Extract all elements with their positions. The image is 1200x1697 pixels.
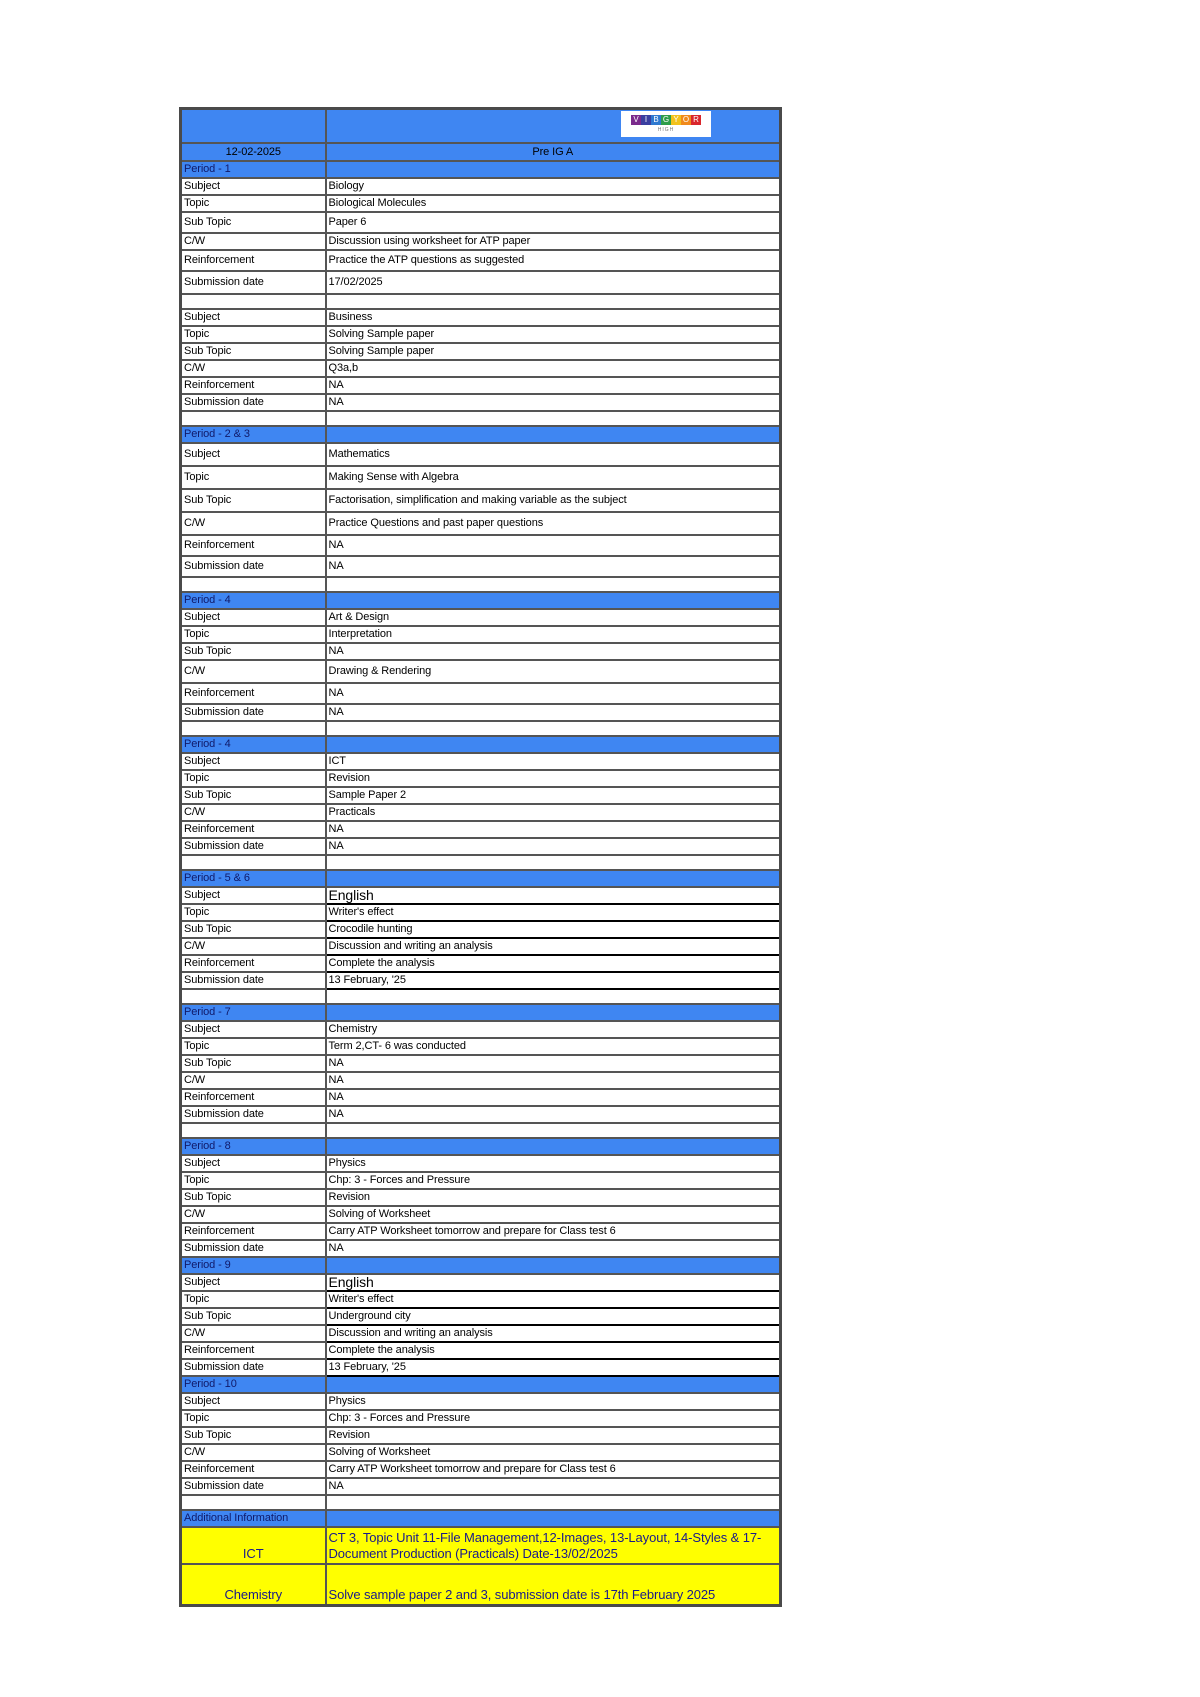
period-header-fill	[326, 1376, 781, 1393]
period-header-row	[181, 870, 781, 887]
row-label: Topic	[181, 195, 326, 212]
row-value-subject: Chemistry	[326, 1021, 781, 1038]
row-label: Sub Topic	[181, 212, 326, 233]
schedule-row-submission	[181, 704, 781, 721]
row-label: Reinforcement	[181, 1223, 326, 1240]
row-label: Topic	[181, 904, 326, 921]
period-header-fill	[326, 592, 781, 609]
blank-row	[181, 1123, 781, 1138]
schedule-row-topic	[181, 1291, 781, 1308]
schedule-row-sub-topic	[181, 212, 781, 233]
row-value-submission: 13 February, '25	[326, 1359, 781, 1376]
row-value-submission: NA	[326, 556, 781, 577]
row-label: Submission date	[181, 556, 326, 577]
row-value-submission: NA	[326, 704, 781, 721]
row-label: C/W	[181, 360, 326, 377]
additional-info-fill	[326, 1510, 781, 1527]
schedule-row-cw	[181, 660, 781, 683]
row-value-reinforcement: Complete the analysis	[326, 955, 781, 972]
row-label: Subject	[181, 609, 326, 626]
additional-info-row	[181, 1527, 781, 1564]
row-label: C/W	[181, 804, 326, 821]
blank-cell	[181, 577, 326, 592]
row-label: Topic	[181, 1038, 326, 1055]
row-value-sub-topic: Crocodile hunting	[326, 921, 781, 938]
schedule-row-reinforcement	[181, 1461, 781, 1478]
blank-row	[181, 411, 781, 426]
additional-info-subject: ICT	[181, 1527, 326, 1564]
period-header-fill	[326, 426, 781, 443]
row-label: Subject	[181, 753, 326, 770]
row-label: Sub Topic	[181, 1189, 326, 1206]
period-header-row	[181, 1004, 781, 1021]
schedule-row-sub-topic	[181, 1427, 781, 1444]
row-value-cw: Practice Questions and past paper questions	[326, 512, 781, 535]
row-value-topic: Chp: 3 - Forces and Pressure	[326, 1410, 781, 1427]
row-label: Reinforcement	[181, 377, 326, 394]
blank-cell	[326, 989, 781, 1004]
blank-cell	[326, 855, 781, 870]
schedule-row-topic	[181, 466, 781, 489]
schedule-row-cw	[181, 938, 781, 955]
row-label: Sub Topic	[181, 1427, 326, 1444]
blank-row	[181, 1495, 781, 1510]
row-value-cw: Solving of Worksheet	[326, 1444, 781, 1461]
schedule-row-subject	[181, 1274, 781, 1291]
row-label: Sub Topic	[181, 489, 326, 512]
blank-row	[181, 855, 781, 870]
row-value-sub-topic: NA	[326, 1055, 781, 1072]
row-label: C/W	[181, 1206, 326, 1223]
row-value-reinforcement: Carry ATP Worksheet tomorrow and prepare for Class test 6	[326, 1461, 781, 1478]
row-label: Submission date	[181, 1359, 326, 1376]
period-title: Period - 7	[181, 1004, 326, 1021]
row-value-subject: Mathematics	[326, 443, 781, 466]
row-value-topic: Biological Molecules	[326, 195, 781, 212]
row-value-subject: English	[326, 1274, 781, 1291]
row-label: Reinforcement	[181, 683, 326, 704]
schedule-row-reinforcement	[181, 1342, 781, 1359]
row-value-cw: Drawing & Rendering	[326, 660, 781, 683]
row-value-topic: Solving Sample paper	[326, 326, 781, 343]
period-title: Period - 4	[181, 592, 326, 609]
row-label: Reinforcement	[181, 1461, 326, 1478]
schedule-row-subject	[181, 178, 781, 195]
row-label: C/W	[181, 1072, 326, 1089]
row-label: Subject	[181, 1393, 326, 1410]
row-value-reinforcement: NA	[326, 1089, 781, 1106]
schedule-row-submission	[181, 1240, 781, 1257]
schedule-row-cw	[181, 1072, 781, 1089]
row-value-reinforcement: Carry ATP Worksheet tomorrow and prepare for Class test 6	[326, 1223, 781, 1240]
schedule-row-subject	[181, 443, 781, 466]
schedule-row-sub-topic	[181, 787, 781, 804]
row-value-sub-topic: Factorisation, simplification and making variable as the subject	[326, 489, 781, 512]
school-logo	[621, 111, 711, 137]
row-label: Subject	[181, 443, 326, 466]
row-label: Topic	[181, 326, 326, 343]
date-cell: 12-02-2025	[181, 143, 326, 161]
row-label: Submission date	[181, 271, 326, 294]
additional-info-text: Solve sample paper 2 and 3, submission date is 17th February 2025	[326, 1564, 781, 1606]
schedule-row-submission	[181, 838, 781, 855]
row-value-subject: Physics	[326, 1155, 781, 1172]
row-value-topic: Writer's effect	[326, 904, 781, 921]
row-label: Subject	[181, 887, 326, 904]
row-value-topic: Writer's effect	[326, 1291, 781, 1308]
row-label: Topic	[181, 1172, 326, 1189]
blank-row	[181, 294, 781, 309]
row-label: Submission date	[181, 394, 326, 411]
row-value-cw: Discussion using worksheet for ATP paper	[326, 233, 781, 250]
row-label: Sub Topic	[181, 1308, 326, 1325]
row-value-sub-topic: Underground city	[326, 1308, 781, 1325]
row-value-submission: NA	[326, 1240, 781, 1257]
blank-cell	[181, 294, 326, 309]
blank-cell	[326, 294, 781, 309]
period-header-fill	[326, 1138, 781, 1155]
schedule-row-reinforcement	[181, 821, 781, 838]
row-label: Topic	[181, 1410, 326, 1427]
row-label: Topic	[181, 626, 326, 643]
row-label: Sub Topic	[181, 787, 326, 804]
schedule-row-reinforcement	[181, 250, 781, 271]
period-header-fill	[326, 736, 781, 753]
blank-row	[181, 721, 781, 736]
row-label: Submission date	[181, 704, 326, 721]
blank-cell	[326, 577, 781, 592]
row-value-subject: Biology	[326, 178, 781, 195]
row-value-sub-topic: Paper 6	[326, 212, 781, 233]
period-header-fill	[326, 1257, 781, 1274]
schedule-row-reinforcement	[181, 683, 781, 704]
row-label: Subject	[181, 1021, 326, 1038]
schedule-row-sub-topic	[181, 1189, 781, 1206]
row-label: Topic	[181, 1291, 326, 1308]
additional-info-subject: Chemistry	[181, 1564, 326, 1606]
row-value-subject: English	[326, 887, 781, 904]
period-title: Period - 5 & 6	[181, 870, 326, 887]
logo-letter: G	[662, 115, 670, 124]
logo-cell-right	[326, 109, 781, 144]
period-header-row	[181, 592, 781, 609]
period-title: Period - 8	[181, 1138, 326, 1155]
schedule-row-submission	[181, 1106, 781, 1123]
logo-letter: B	[651, 115, 661, 125]
row-value-subject: Physics	[326, 1393, 781, 1410]
blank-cell	[181, 855, 326, 870]
additional-info-row	[181, 1564, 781, 1606]
schedule-row-reinforcement	[181, 377, 781, 394]
row-label: Reinforcement	[181, 821, 326, 838]
schedule-row-topic	[181, 1410, 781, 1427]
row-value-sub-topic: Sample Paper 2	[326, 787, 781, 804]
period-title: Period - 1	[181, 161, 326, 178]
schedule-row-submission	[181, 1359, 781, 1376]
additional-info-header-row	[181, 1510, 781, 1527]
row-label: Submission date	[181, 1478, 326, 1495]
row-value-subject: Business	[326, 309, 781, 326]
row-value-cw: Discussion and writing an analysis	[326, 938, 781, 955]
row-label: Subject	[181, 309, 326, 326]
row-value-sub-topic: Revision	[326, 1427, 781, 1444]
schedule-row-reinforcement	[181, 1089, 781, 1106]
logo-color-bar	[631, 115, 701, 125]
row-value-topic: Chp: 3 - Forces and Pressure	[326, 1172, 781, 1189]
row-value-submission: NA	[326, 1106, 781, 1123]
schedule-row-subject	[181, 887, 781, 904]
timetable-sheet	[179, 107, 779, 1607]
logo-letter: O	[682, 115, 690, 124]
period-title: Period - 4	[181, 736, 326, 753]
blank-cell	[326, 1123, 781, 1138]
schedule-row-cw	[181, 1325, 781, 1342]
schedule-row-sub-topic	[181, 643, 781, 660]
schedule-row-reinforcement	[181, 955, 781, 972]
schedule-row-cw	[181, 512, 781, 535]
row-value-cw: Q3a,b	[326, 360, 781, 377]
period-header-row	[181, 1376, 781, 1393]
period-title: Period - 2 & 3	[181, 426, 326, 443]
row-value-sub-topic: Solving Sample paper	[326, 343, 781, 360]
row-value-topic: Revision	[326, 770, 781, 787]
row-value-submission: NA	[326, 394, 781, 411]
row-value-topic: Term 2,CT- 6 was conducted	[326, 1038, 781, 1055]
row-label: Subject	[181, 1155, 326, 1172]
row-label: C/W	[181, 938, 326, 955]
logo-subtitle: HIGH	[657, 127, 675, 133]
schedule-row-cw	[181, 233, 781, 250]
period-header-row	[181, 1257, 781, 1274]
blank-cell	[326, 1495, 781, 1510]
schedule-row-subject	[181, 609, 781, 626]
period-title: Period - 10	[181, 1376, 326, 1393]
additional-info-title: Additional Information	[181, 1510, 326, 1527]
row-label: Reinforcement	[181, 535, 326, 556]
row-value-subject: ICT	[326, 753, 781, 770]
logo-letter: R	[691, 115, 701, 125]
schedule-row-subject	[181, 753, 781, 770]
schedule-row-sub-topic	[181, 343, 781, 360]
row-label: Sub Topic	[181, 643, 326, 660]
schedule-row-subject	[181, 1393, 781, 1410]
blank-row	[181, 577, 781, 592]
row-label: Reinforcement	[181, 250, 326, 271]
schedule-row-sub-topic	[181, 1055, 781, 1072]
schedule-row-subject	[181, 1155, 781, 1172]
row-value-submission: 17/02/2025	[326, 271, 781, 294]
row-label: Submission date	[181, 1240, 326, 1257]
row-value-sub-topic: NA	[326, 643, 781, 660]
row-label: C/W	[181, 1444, 326, 1461]
row-label: Subject	[181, 178, 326, 195]
schedule-row-topic	[181, 195, 781, 212]
blank-cell	[181, 1495, 326, 1510]
row-label: C/W	[181, 660, 326, 683]
blank-cell	[326, 721, 781, 736]
logo-letter: I	[641, 115, 651, 125]
blank-row	[181, 989, 781, 1004]
row-value-sub-topic: Revision	[326, 1189, 781, 1206]
additional-info-text: CT 3, Topic Unit 11-File Management,12-Images, 13-Layout, 14-Styles & 17-Document Production (Practicals) Date-13/02/2025	[326, 1527, 781, 1564]
row-value-reinforcement: Complete the analysis	[326, 1342, 781, 1359]
row-label: Reinforcement	[181, 1089, 326, 1106]
period-title: Period - 9	[181, 1257, 326, 1274]
logo-letter: V	[631, 115, 641, 125]
period-header-row	[181, 161, 781, 178]
blank-cell	[326, 411, 781, 426]
schedule-row-topic	[181, 1172, 781, 1189]
row-label: Sub Topic	[181, 1055, 326, 1072]
schedule-row-topic	[181, 326, 781, 343]
row-label: Topic	[181, 770, 326, 787]
row-label: Subject	[181, 1274, 326, 1291]
row-value-cw: Discussion and writing an analysis	[326, 1325, 781, 1342]
row-label: Submission date	[181, 838, 326, 855]
schedule-row-topic	[181, 770, 781, 787]
row-label: C/W	[181, 512, 326, 535]
row-value-topic: Interpretation	[326, 626, 781, 643]
schedule-row-submission	[181, 271, 781, 294]
schedule-row-sub-topic	[181, 489, 781, 512]
row-label: Sub Topic	[181, 921, 326, 938]
schedule-row-sub-topic	[181, 1308, 781, 1325]
row-value-reinforcement: NA	[326, 377, 781, 394]
row-label: Topic	[181, 466, 326, 489]
header-row	[181, 143, 781, 161]
row-label: Sub Topic	[181, 343, 326, 360]
blank-cell	[181, 721, 326, 736]
row-label: C/W	[181, 1325, 326, 1342]
blank-cell	[181, 1123, 326, 1138]
blank-cell	[181, 989, 326, 1004]
schedule-row-cw	[181, 360, 781, 377]
row-label: C/W	[181, 233, 326, 250]
row-value-reinforcement: Practice the ATP questions as suggested	[326, 250, 781, 271]
schedule-row-sub-topic	[181, 921, 781, 938]
schedule-row-topic	[181, 1038, 781, 1055]
row-label: Submission date	[181, 972, 326, 989]
row-value-cw: NA	[326, 1072, 781, 1089]
blank-cell	[181, 411, 326, 426]
period-header-row	[181, 1138, 781, 1155]
row-value-cw: Practicals	[326, 804, 781, 821]
logo-letter: Y	[671, 115, 681, 125]
row-label: Reinforcement	[181, 1342, 326, 1359]
schedule-row-subject	[181, 1021, 781, 1038]
schedule-row-submission	[181, 556, 781, 577]
period-header-fill	[326, 1004, 781, 1021]
row-value-submission: NA	[326, 838, 781, 855]
row-label: Submission date	[181, 1106, 326, 1123]
schedule-row-topic	[181, 626, 781, 643]
schedule-row-reinforcement	[181, 535, 781, 556]
schedule-row-submission	[181, 1478, 781, 1495]
class-name-cell: Pre IG A	[326, 143, 781, 161]
schedule-row-reinforcement	[181, 1223, 781, 1240]
period-header-row	[181, 736, 781, 753]
row-value-topic: Making Sense with Algebra	[326, 466, 781, 489]
schedule-row-topic	[181, 904, 781, 921]
period-header-row	[181, 426, 781, 443]
schedule-row-cw	[181, 804, 781, 821]
row-label: Reinforcement	[181, 955, 326, 972]
row-value-submission: 13 February, '25	[326, 972, 781, 989]
schedule-row-cw	[181, 1444, 781, 1461]
row-value-subject: Art & Design	[326, 609, 781, 626]
daily-schedule-table	[179, 107, 782, 1607]
row-value-reinforcement: NA	[326, 535, 781, 556]
schedule-row-subject	[181, 309, 781, 326]
schedule-row-submission	[181, 972, 781, 989]
period-header-fill	[326, 870, 781, 887]
row-value-reinforcement: NA	[326, 821, 781, 838]
row-value-cw: Solving of Worksheet	[326, 1206, 781, 1223]
schedule-row-submission	[181, 394, 781, 411]
row-value-submission: NA	[326, 1478, 781, 1495]
schedule-row-cw	[181, 1206, 781, 1223]
period-header-fill	[326, 161, 781, 178]
logo-cell-left	[181, 109, 326, 144]
row-value-reinforcement: NA	[326, 683, 781, 704]
